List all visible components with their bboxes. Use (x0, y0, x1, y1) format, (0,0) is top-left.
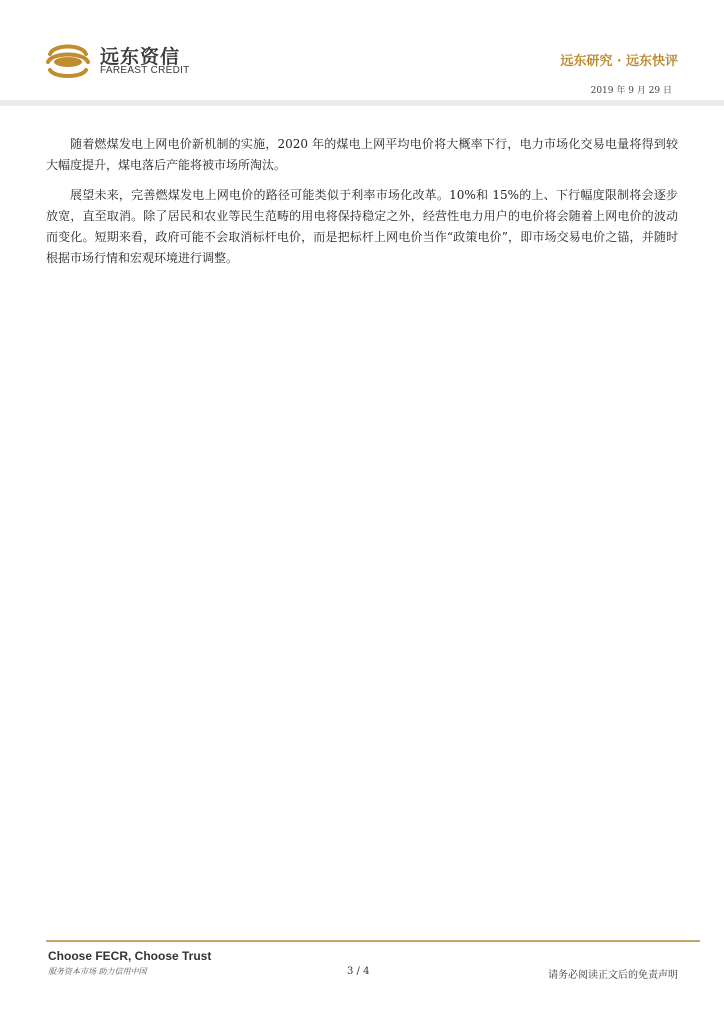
footer-tagline: 服务资本市场 助力信用中国 (48, 967, 147, 976)
paragraph: 展望未来，完善燃煤发电上网电价的路径可能类似于利率市场化改革。10%和 15%的上、下行幅度限制将会逐步放宽，直至取消。除了居民和农业等民生范畴的用电将保持稳定之外，经营性电力用户的电价将会随着上网电价的波动而变化。短期来看，政府可能不会取消标杆电价，而是把标杆上网电价当作“政策电价”，即市场交易电价之锚，并随时根据市场行情和宏观环境进行调整。 (46, 188, 678, 265)
page-header (0, 0, 724, 108)
paragraph: 随着燃煤发电上网电价新机制的实施，2020 年的煤电上网平均电价将大概率下行，电力市场化交易电量将得到较大幅度提升，煤电落后产能将被市场所淘汰。 (46, 137, 678, 172)
logo-chinese-name: 远东资信 (100, 46, 181, 68)
disclaimer-note: 请务必阅读正文后的免责声明 (548, 970, 678, 981)
header-divider-bar (0, 100, 724, 106)
footer-slogan: Choose FECR, Choose Trust (48, 949, 212, 963)
article-body (46, 134, 678, 278)
report-series-title: 远东研究 · 远东快评 (560, 54, 678, 69)
logo-english-name: FAREAST CREDIT (100, 65, 190, 76)
company-logo (44, 40, 204, 84)
report-date: 2019 年 9 月 29 日 (590, 86, 672, 96)
footer-divider (46, 940, 700, 942)
page-number: 3 / 4 (347, 966, 370, 977)
fecr-logo-icon (44, 40, 92, 80)
